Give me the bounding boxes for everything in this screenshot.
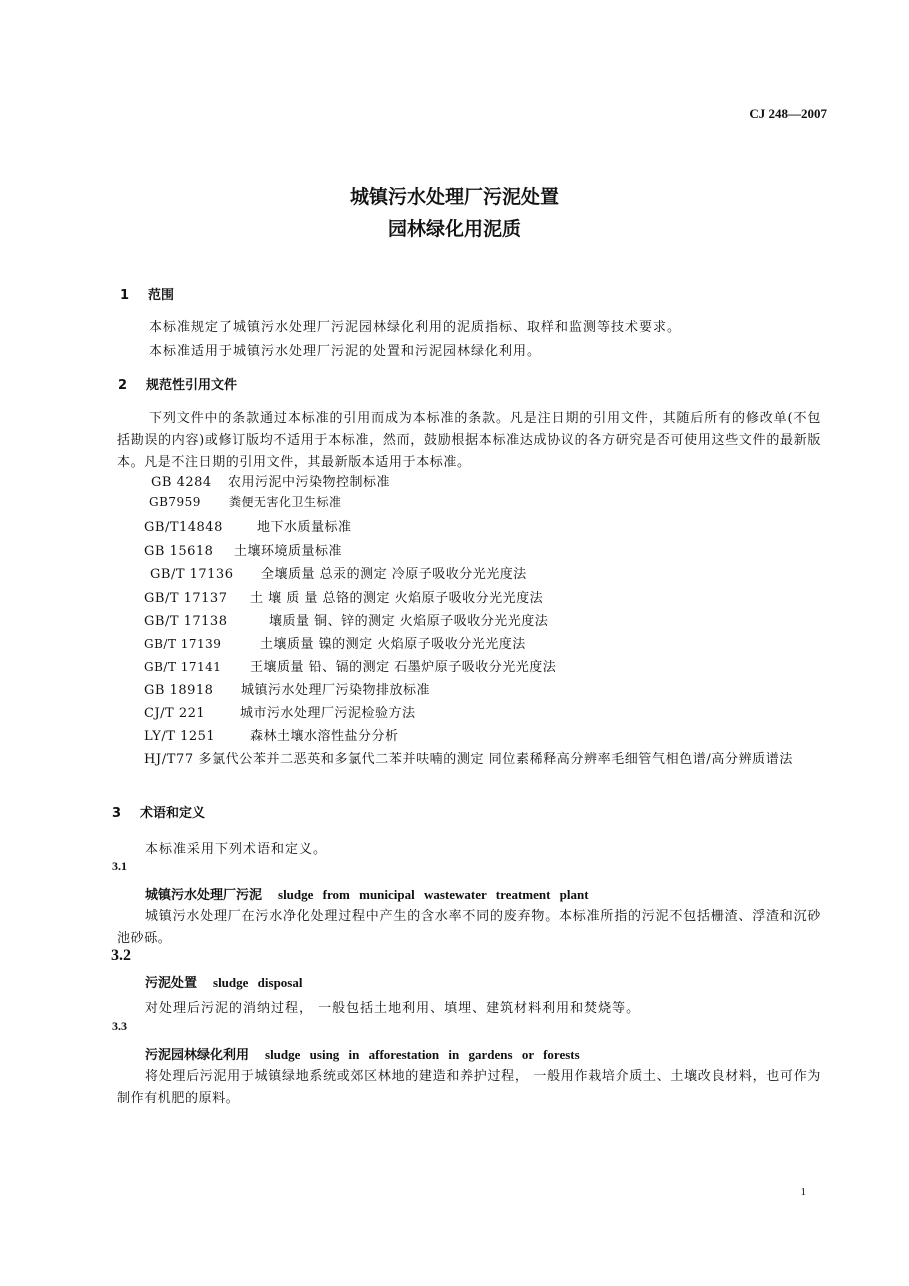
doc-title-line2: 园林绿化用泥质	[387, 218, 521, 240]
term-definition: 对处理后污泥的消纳过程， 一般包括土地利用、填埋、建筑材料利用和焚烧等。	[145, 1001, 641, 1016]
section-1-para-2: 本标准适用于城镇污水处理厂污泥的处置和污泥园林绿化利用。	[149, 344, 542, 359]
reference-item: GB/T 17138 壤质量 铜、锌的测定 火焰原子吸收分光光度法	[144, 614, 549, 629]
reference-item: GB7959 粪便无害化卫生标准	[149, 495, 342, 509]
section-title: 术语和定义	[140, 806, 206, 821]
reference-item: GB/T 17136 全壤质量 总汞的测定 冷原子吸收分光光度法	[150, 567, 527, 582]
standard-code: CJ 248—2007	[749, 106, 827, 121]
term-number: 3.1	[112, 859, 127, 873]
section-number: 3	[112, 806, 122, 821]
section-1-heading	[120, 284, 174, 303]
term-heading: 城镇污水处理厂污泥 sludge from municipal wastewater treatment plant	[145, 887, 589, 903]
section-title: 规范性引用文件	[146, 378, 238, 393]
reference-item: GB/T 17137 土 壤 质 量 总铬的测定 火焰原子吸收分光光度法	[144, 591, 544, 606]
reference-item: GB 18918 城镇污水处理厂污染物排放标准	[144, 683, 431, 698]
reference-item: GB 15618 土壤环境质量标准	[144, 544, 343, 559]
reference-item: GB 4284 农用污泥中污染物控制标准	[151, 475, 391, 490]
term-heading: 污泥处置 sludge disposal	[145, 975, 303, 991]
reference-item-last: HJ/T77 多氯代公苯并二恶英和多氯代二苯并呋喃的测定 同位素稀释高分辨率毛细管气相色谱/高分辨质谱法	[144, 752, 793, 767]
term-heading: 污泥园林绿化利用 sludge using in afforestation in gardens or forests	[145, 1047, 580, 1063]
term-number: 3.3	[112, 1019, 127, 1033]
reference-item: CJ/T 221 城市污水处理厂污泥检验方法	[144, 706, 416, 721]
term-definition: 城镇污水处理厂在污水净化处理过程中产生的含水率不同的废弃物。本标准所指的污泥不包括栅渣、浮渣和沉砂池砂砾。	[117, 909, 821, 946]
section-number: 2	[118, 378, 128, 393]
reference-item: GB/T14848 地下水质量标准	[144, 520, 352, 535]
section-title: 范围	[148, 288, 175, 303]
section-3-intro: 本标准采用下列术语和定义。	[145, 842, 328, 857]
section-2-heading	[118, 374, 237, 393]
reference-item: GB/T 17139 土壤质量 镍的测定 火焰原子吸收分光光度法	[144, 637, 526, 652]
section-number: 1	[120, 288, 130, 303]
section-2-intro: 下列文件中的条款通过本标准的引用而成为本标准的条款。凡是注日期的引用文件，其随后所有的修改单(不包括勘误的内容)或修订版均不适用于本标准，然而，鼓励根据本标准达成协议的各方研究是否可使用这些文件的最新版本。凡是不注日期的引用文件，其最新版本适用于本标准。	[117, 411, 821, 470]
term-definition: 将处理后污泥用于城镇绿地系统或郊区林地的建造和养护过程， 一般用作栽培介质土、土壤改良材料，也可作为制作有机肥的原料。	[117, 1069, 821, 1106]
section-3-heading	[112, 802, 205, 821]
page-number: 1	[800, 1186, 806, 1198]
reference-item: GB/T 17141 王壤质量 铅、镉的测定 石墨炉原子吸收分光光度法	[144, 660, 557, 675]
section-1-para-1: 本标准规定了城镇污水处理厂污泥园林绿化利用的泥质指标、取样和监测等技术要求。	[149, 320, 682, 335]
doc-title-line1: 城镇污水处理厂污泥处置	[349, 186, 559, 208]
reference-item: LY/T 1251 森林土壤水溶性盐分分析	[144, 729, 399, 744]
term-number: 3.2	[111, 947, 131, 964]
